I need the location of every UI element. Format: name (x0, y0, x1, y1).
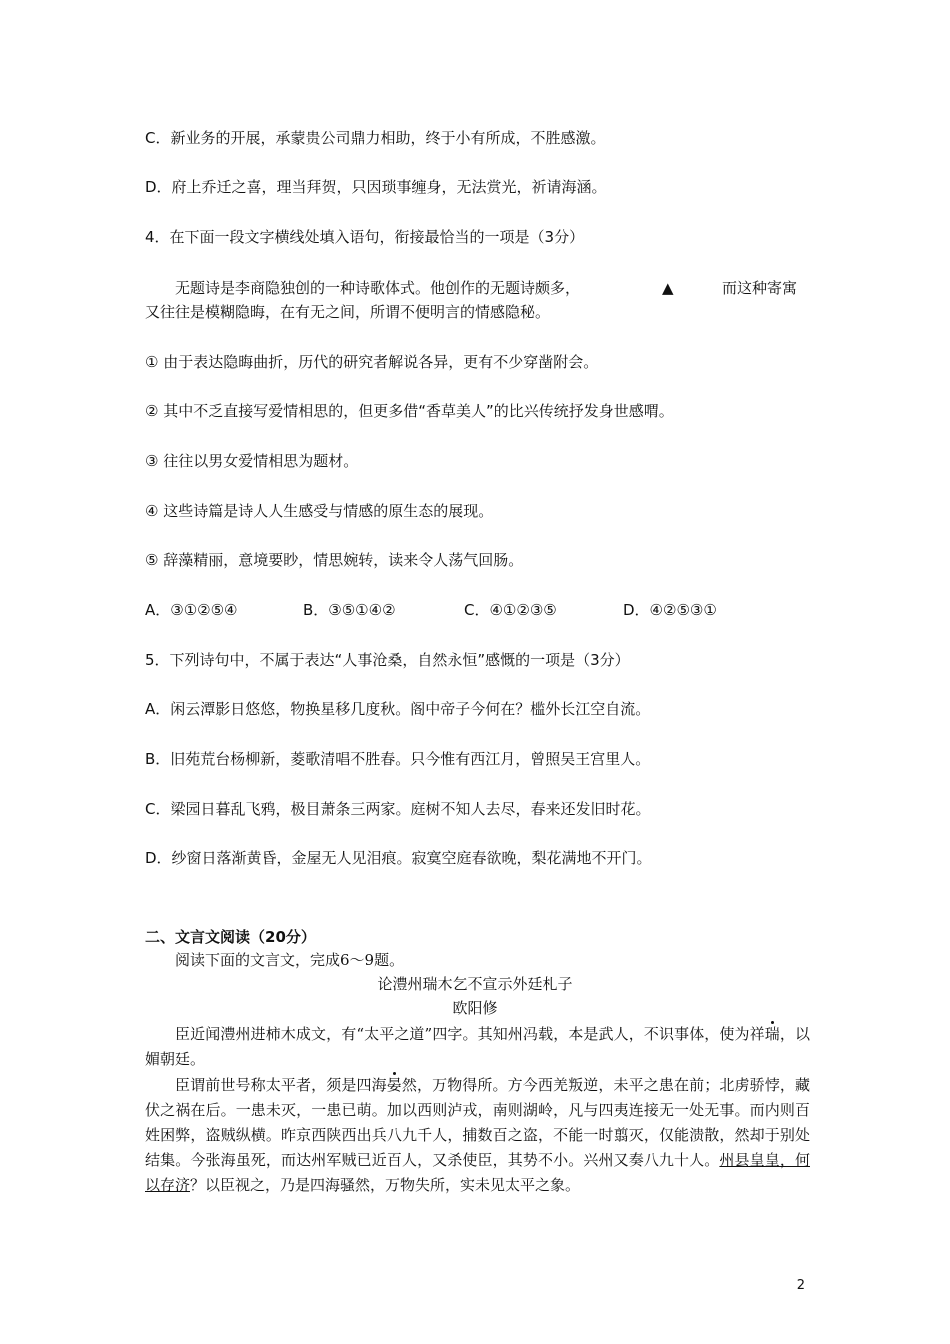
q3-option-c: C．新业务的开展，承蒙贵公司鼎力相助，终于小有所成，不胜感激。 (145, 129, 606, 147)
blank-triangle-marker: ▲ (662, 279, 674, 297)
q3-option-d: D．府上乔迁之喜，理当拜贺，只因琐事缠身，无法赏光，祈请海涵。 (145, 178, 607, 196)
page-number: 2 (796, 1278, 805, 1293)
q4-item-4: ④ 这些诗篇是诗人人生感受与情感的原生态的展现。 (145, 502, 494, 520)
q4-option-c: C．④①②③⑤ (464, 601, 557, 619)
passage-paragraph-2 (145, 1073, 810, 1198)
para1-dotted-char: 瑞 (764, 1025, 780, 1043)
passage-paragraph-1 (145, 1022, 810, 1072)
q4-option-d: D．④②⑤③① (623, 601, 717, 619)
q4-options-row (145, 598, 810, 622)
passage-author: 欧阳修 (452, 999, 498, 1017)
para2-text-b: 然，万物得所。方今西羌叛逆，未平之患在前；北虏骄悖，藏伏之祸在后。一患未灭，一患已萌。加以西则泸戎，南则湖岭，凡与四夷连接无一处无事。而内则百姓困弊，盗贼纵横。昨京西陕西出兵八九千人，捕数百之盗，不能一时翦灭，仅能溃散，然却于别处结集。今张海虽死，而达州军贼已近百人，又杀使臣，其势不小。兴州又奏八九十人。 (145, 1076, 810, 1169)
para2-text-c: ？以臣视之，乃是四海骚然，万物失所，实未见太平之象。 (190, 1176, 581, 1194)
para1-text-a: 臣近闻澧州进柿木成文，有“太平之道”四字。其知州冯载，本是武人，不识事体，使为祥 (175, 1025, 765, 1043)
q5-stem: 5．下列诗句中，不属于表达“人事沧桑，自然永恒”感慨的一项是（3分） (145, 651, 630, 669)
q5-option-b: B．旧苑荒台杨柳新，菱歌清唱不胜春。只今惟有西江月，曾照吴王宫里人。 (145, 750, 651, 768)
q4-passage-line1-a: 无题诗是李商隐独创的一种诗歌体式。他创作的无题诗颇多， (175, 279, 581, 297)
q4-passage-line1 (145, 276, 810, 301)
q4-item-5: ⑤ 辞藻精丽，意境要眇，情思婉转，读来令人荡气回肠。 (145, 551, 524, 569)
para2-text-a: 臣谓前世号称太平者，须是四海 (175, 1076, 387, 1094)
para1-text-b: ，以媚朝廷。 (145, 1025, 810, 1068)
q5-option-a: A．闲云潭影日悠悠，物换星移几度秋。阁中帝子今何在？槛外长江空自流。 (145, 700, 651, 718)
q4-passage-line1-b: 而这种寄寓 (722, 279, 798, 297)
section2-instruction: 阅读下面的文言文，完成6～9题。 (175, 951, 405, 969)
section2-heading: 二、文言文阅读（20分） (145, 928, 316, 946)
q4-item-1: ① 由于表达隐晦曲折，历代的研究者解说各异，更有不少穿凿附会。 (145, 353, 599, 371)
para2-underlined-text: 州县皇皇，何以存济 (145, 1151, 810, 1194)
q4-option-a: A．③①②⑤④ (145, 601, 238, 619)
q4-passage-line2: 又往往是模糊隐晦，在有无之间，所谓不便明言的情感隐秘。 (145, 303, 551, 321)
q4-option-b: B．③⑤①④② (303, 601, 396, 619)
q5-option-d: D．纱窗日落渐黄昏，金屋无人见泪痕。寂寞空庭春欲晚，梨花满地不开门。 (145, 849, 652, 867)
q5-option-c: C．梁园日暮乱飞鸦，极目萧条三两家。庭树不知人去尽，春来还发旧时花。 (145, 800, 651, 818)
para2-dotted-char: 晏 (386, 1076, 402, 1094)
passage-title: 论澧州瑞木乞不宣示外廷札子 (377, 975, 573, 993)
q4-item-2: ② 其中不乏直接写爱情相思的，但更多借“香草美人”的比兴传统抒发身世感喟。 (145, 402, 674, 420)
q4-item-3: ③ 往往以男女爱情相思为题材。 (145, 452, 359, 470)
q4-stem: 4．在下面一段文字横线处填入语句，衔接最恰当的一项是（3分） (145, 228, 585, 246)
